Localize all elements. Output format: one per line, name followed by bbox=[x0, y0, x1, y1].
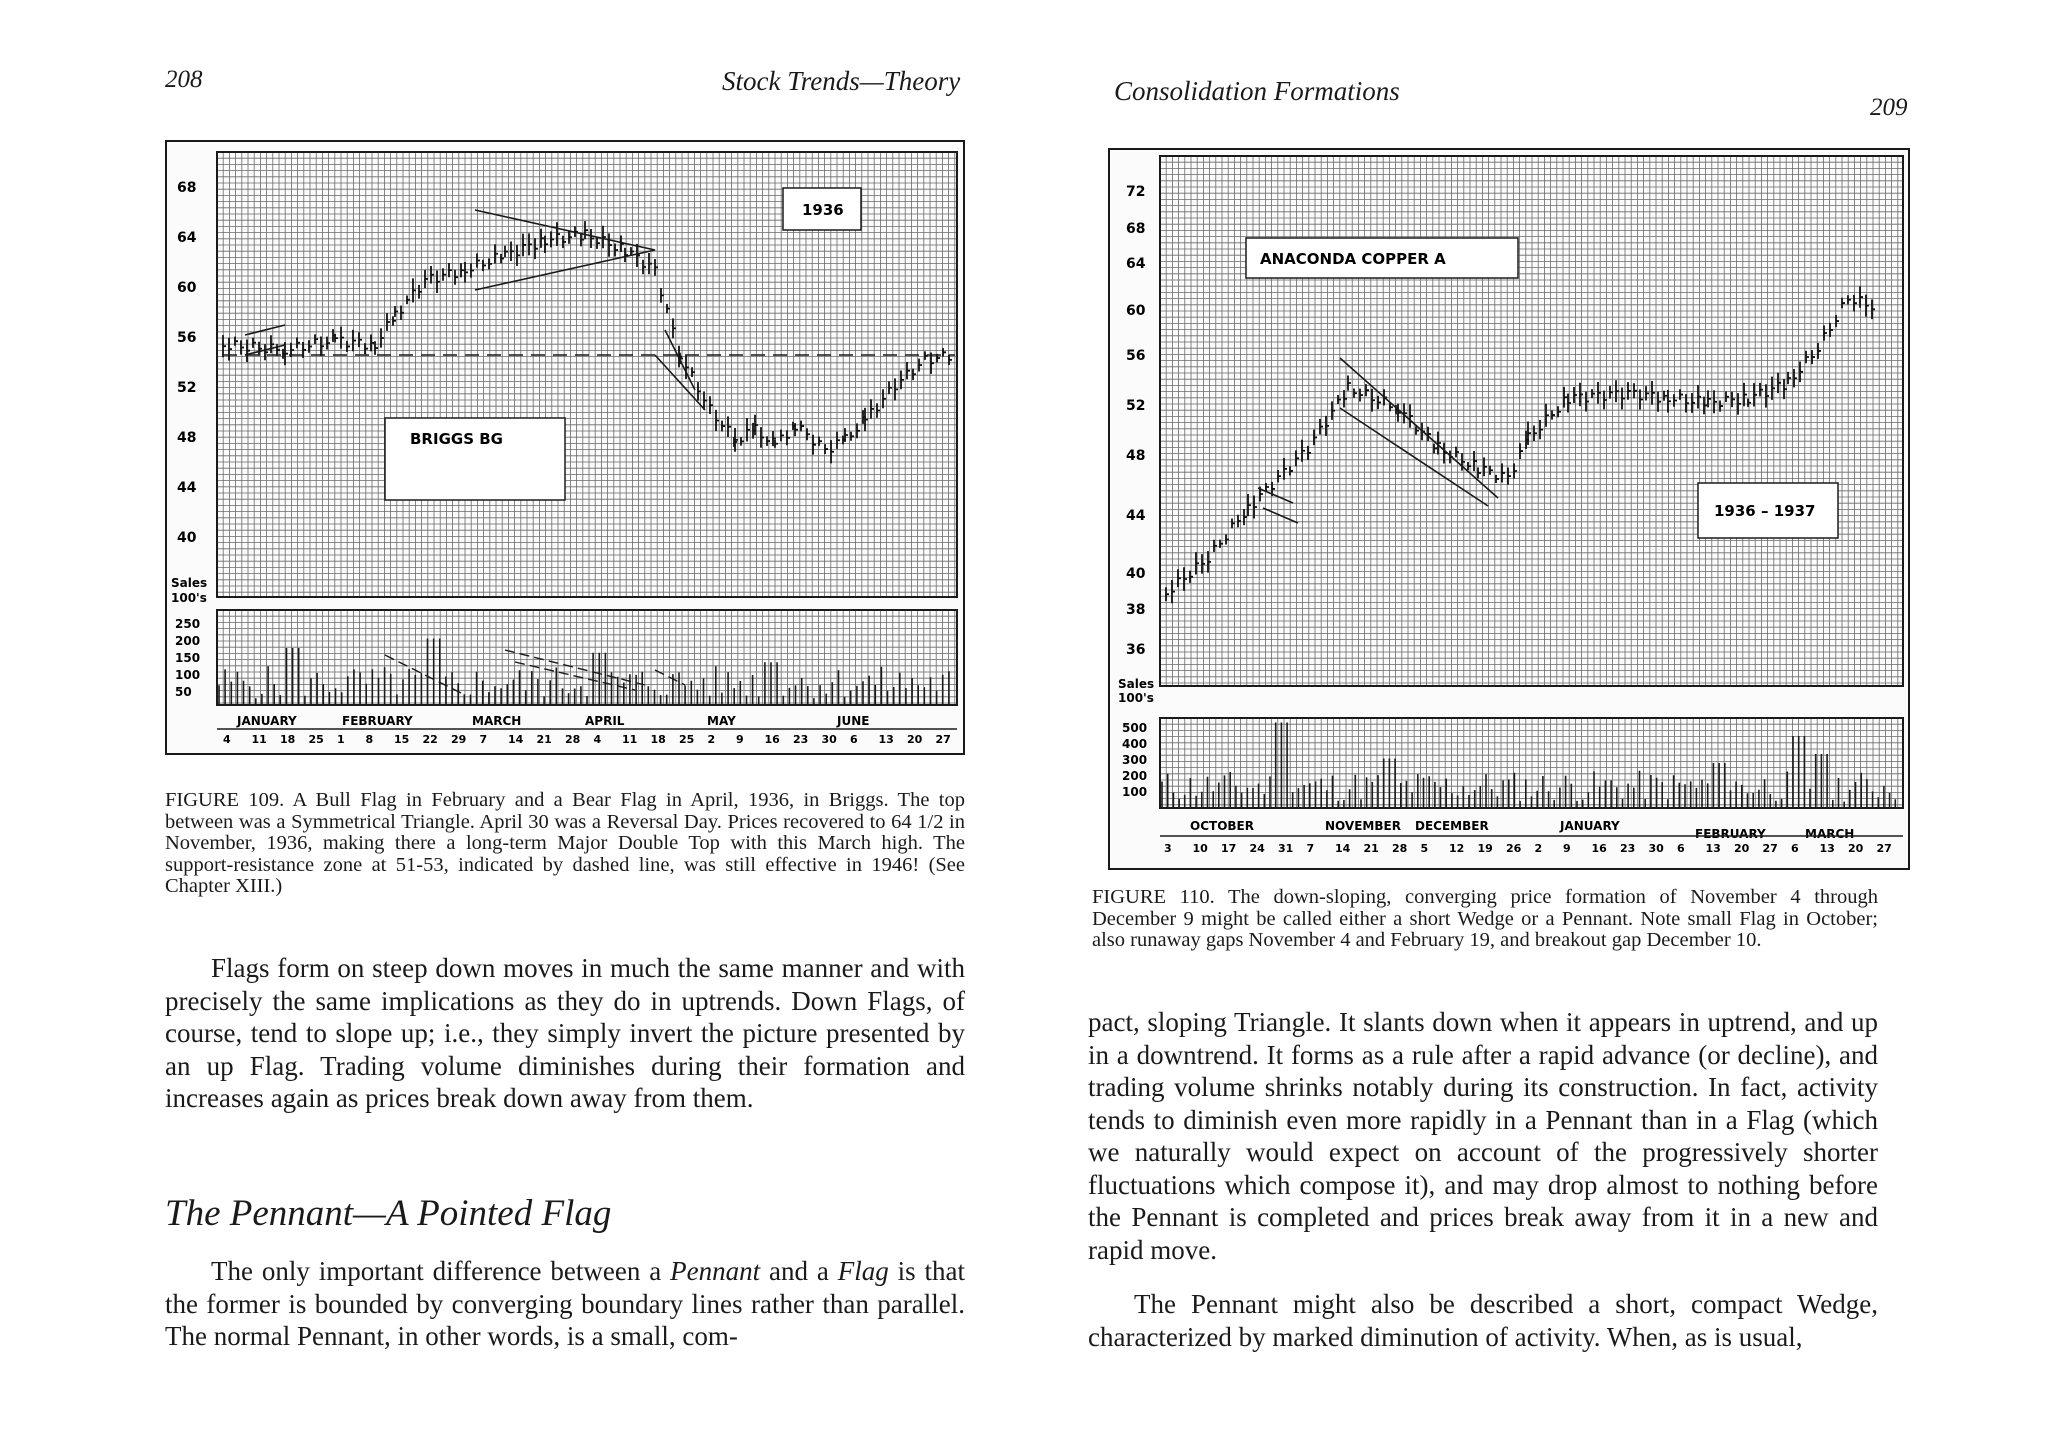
y-tick-label: 68 bbox=[177, 180, 197, 196]
date-label: 13 bbox=[1705, 842, 1721, 855]
month-label: FEBRUARY bbox=[342, 714, 413, 728]
date-label: 2 bbox=[707, 733, 716, 746]
figure-109-chart bbox=[165, 140, 965, 755]
volume-tick-label: 100 bbox=[175, 668, 201, 682]
ticker-label: BRIGGS BG bbox=[410, 430, 503, 448]
date-label: 11 bbox=[251, 733, 267, 746]
volume-tick-label: 500 bbox=[1122, 721, 1148, 735]
y-tick-label: 68 bbox=[1126, 221, 1146, 237]
left-body-2 bbox=[165, 1255, 965, 1353]
date-label: 30 bbox=[1648, 842, 1664, 855]
y-tick-label: 40 bbox=[1126, 566, 1146, 582]
volume-tick-label: 250 bbox=[175, 617, 201, 631]
month-label: MAY bbox=[707, 714, 736, 728]
date-label: 25 bbox=[308, 733, 324, 746]
date-label: 16 bbox=[1591, 842, 1607, 855]
date-label: 27 bbox=[935, 733, 951, 746]
date-label: 14 bbox=[1335, 842, 1351, 855]
sales-unit-label: 100's bbox=[1118, 691, 1154, 705]
year-label: 1936 bbox=[802, 201, 844, 219]
date-label: 23 bbox=[1620, 842, 1636, 855]
month-label: JANUARY bbox=[1560, 819, 1620, 833]
sales-unit-label: 100's bbox=[171, 591, 207, 605]
date-label: 6 bbox=[1791, 842, 1799, 855]
y-tick-label: 52 bbox=[177, 380, 197, 396]
month-label: JANUARY bbox=[237, 714, 297, 728]
sales-label: Sales bbox=[171, 576, 208, 590]
section-heading: The Pennant—A Pointed Flag bbox=[165, 1193, 612, 1234]
y-tick-label: 38 bbox=[1126, 602, 1146, 618]
date-label: 16 bbox=[764, 733, 780, 746]
month-label: JUNE bbox=[837, 714, 870, 728]
date-label: 4 bbox=[223, 733, 231, 746]
y-tick-label: 48 bbox=[177, 430, 197, 446]
right-paragraph-1: pact, sloping Triangle. It slants down when it appears in uptrend, and up in a downtrend. It forms as a rule after a rapid advance (or decline), and trading volume shrinks notably during its construction. In fact, activity tends to diminish even more rapidly in a Pennant than in a Flag (which we naturally would expect on account of the progressively shorter fluctuations which compose it), and may drop almost to nothing before the Pennant is completed and prices break away from it in a new and rapid move. bbox=[1088, 1007, 1878, 1265]
y-tick-label: 44 bbox=[1126, 508, 1146, 524]
year-label: 1936 – 1937 bbox=[1714, 502, 1816, 520]
y-tick-label: 56 bbox=[177, 330, 197, 346]
left-body bbox=[165, 952, 965, 1115]
volume-tick-label: 200 bbox=[175, 634, 201, 648]
date-label: 9 bbox=[1563, 842, 1571, 855]
date-label: 8 bbox=[365, 733, 374, 746]
y-tick-label: 64 bbox=[1126, 256, 1146, 272]
date-label: 4 bbox=[593, 733, 602, 746]
month-label: DECEMBER bbox=[1415, 819, 1489, 833]
date-label: 11 bbox=[622, 733, 638, 746]
y-tick-label: 64 bbox=[177, 230, 197, 246]
date-label: 19 bbox=[1477, 842, 1493, 855]
y-tick-label: 72 bbox=[1126, 184, 1146, 200]
date-label: 20 bbox=[1848, 842, 1864, 855]
date-label: 21 bbox=[536, 733, 552, 746]
volume-tick-label: 50 bbox=[175, 685, 192, 699]
date-label: 31 bbox=[1278, 842, 1294, 855]
month-label: NOVEMBER bbox=[1325, 819, 1401, 833]
date-label: 23 bbox=[793, 733, 809, 746]
month-label: MARCH bbox=[1805, 827, 1855, 841]
month-label: FEBRUARY bbox=[1695, 827, 1766, 841]
month-label: APRIL bbox=[585, 714, 625, 728]
left-running-head: Stock Trends—Theory bbox=[722, 66, 961, 96]
y-tick-label: 60 bbox=[1126, 303, 1146, 319]
date-label: 27 bbox=[1876, 842, 1892, 855]
right-page-number: 209 bbox=[1870, 94, 1908, 121]
y-tick-label: 48 bbox=[1126, 448, 1146, 464]
date-label: 7 bbox=[479, 733, 488, 746]
volume-tick-label: 150 bbox=[175, 651, 201, 665]
date-label: 18 bbox=[650, 733, 666, 746]
date-label: 25 bbox=[679, 733, 695, 746]
volume-tick-label: 200 bbox=[1122, 769, 1148, 783]
sales-label: Sales bbox=[1118, 677, 1155, 691]
y-tick-label: 52 bbox=[1126, 398, 1146, 414]
date-label: 28 bbox=[565, 733, 581, 746]
date-label: 24 bbox=[1249, 842, 1265, 855]
date-label: 17 bbox=[1221, 842, 1237, 855]
date-label: 29 bbox=[451, 733, 467, 746]
date-label: 18 bbox=[280, 733, 296, 746]
volume-tick-label: 300 bbox=[1122, 753, 1148, 767]
figure-110-chart bbox=[1108, 148, 1910, 870]
volume-tick-label: 400 bbox=[1122, 737, 1148, 751]
y-tick-label: 36 bbox=[1126, 642, 1146, 658]
anaconda-chart-svg bbox=[1108, 148, 1910, 870]
date-label: 28 bbox=[1392, 842, 1408, 855]
right-body bbox=[1088, 1006, 1878, 1353]
term-pennant: Pennant bbox=[670, 1256, 761, 1286]
text-run: The only important difference between a bbox=[211, 1256, 671, 1286]
ticker-label: ANACONDA COPPER A bbox=[1260, 250, 1446, 268]
figure-110-caption: FIGURE 110. The down-sloping, converging price formation of November 4 through December 9 might be called either a short Wedge or a Pennant. Note small Flag in October; also runaway gaps November 4 and February 19, and breakout gap December 10. bbox=[1092, 886, 1878, 951]
text-run: and a bbox=[760, 1256, 838, 1286]
month-label: OCTOBER bbox=[1190, 819, 1254, 833]
y-tick-label: 60 bbox=[177, 280, 197, 296]
date-label: 6 bbox=[1677, 842, 1685, 855]
date-label: 13 bbox=[878, 733, 894, 746]
left-page-number: 208 bbox=[165, 66, 203, 93]
date-label: 5 bbox=[1420, 842, 1429, 855]
y-tick-label: 44 bbox=[177, 480, 197, 496]
date-label: 1 bbox=[337, 733, 345, 746]
date-label: 30 bbox=[821, 733, 837, 746]
left-paragraph-1: Flags form on steep down moves in much the same manner and with precisely the same implications as they do in uptrends. Down Flags, of course, tend to slope up; i.e., they simply invert the picture presented by an up Flag. Trading volume diminishes during their formation and increases again as prices break down away from them. bbox=[165, 953, 965, 1113]
date-label: 7 bbox=[1306, 842, 1315, 855]
date-label: 9 bbox=[736, 733, 744, 746]
date-label: 27 bbox=[1762, 842, 1778, 855]
date-label: 22 bbox=[422, 733, 438, 746]
date-label: 26 bbox=[1506, 842, 1522, 855]
date-label: 20 bbox=[1734, 842, 1750, 855]
right-running-head: Consolidation Formations bbox=[1114, 76, 1400, 106]
date-label: 2 bbox=[1534, 842, 1543, 855]
date-label: 6 bbox=[850, 733, 858, 746]
briggs-chart-svg bbox=[165, 140, 965, 755]
date-label: 3 bbox=[1164, 842, 1172, 855]
date-label: 20 bbox=[907, 733, 923, 746]
text-run: is that the former is bounded by converging boundary lines rather than parallel. The normal Pennant, in other words, is a small, com- bbox=[165, 1256, 965, 1351]
date-label: 21 bbox=[1363, 842, 1379, 855]
left-paragraph-2 bbox=[165, 1255, 965, 1353]
month-label: MARCH bbox=[472, 714, 522, 728]
term-flag: Flag bbox=[837, 1256, 889, 1286]
date-label: 15 bbox=[394, 733, 410, 746]
date-label: 12 bbox=[1449, 842, 1465, 855]
date-label: 14 bbox=[508, 733, 524, 746]
date-label: 10 bbox=[1192, 842, 1208, 855]
figure-109-caption: FIGURE 109. A Bull Flag in February and a Bear Flag in April, 1936, in Briggs. The top between was a Symmetrical Triangle. April 30 was a Reversal Day. Prices recovered to 64 1/2 in November, 1936, making there a long-term Major Double Top with this March high. The support-resistance zone at 51-53, indicated by dashed line, was still effective in 1946! (See Chapter XIII.) bbox=[165, 789, 965, 897]
y-tick-label: 40 bbox=[177, 530, 197, 546]
date-label: 13 bbox=[1819, 842, 1835, 855]
y-tick-label: 56 bbox=[1126, 348, 1146, 364]
volume-tick-label: 100 bbox=[1122, 785, 1148, 799]
right-paragraph-2: The Pennant might also be described a short, compact Wedge, characterized by marked diminution of activity. When, as is usual, bbox=[1088, 1289, 1878, 1352]
